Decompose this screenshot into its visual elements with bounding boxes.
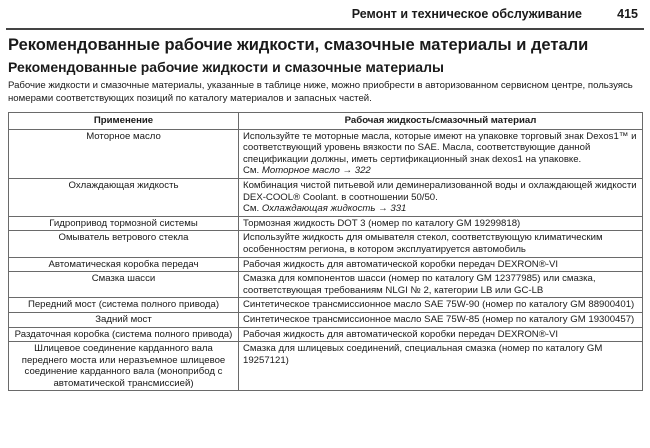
table-row	[9, 178, 643, 216]
reference-prefix: См.	[243, 165, 260, 177]
column-header-application: Применение	[9, 113, 239, 130]
material-cell: Рабочая жидкость для автоматической коробки передач DEXRON®-VI	[239, 257, 643, 272]
application-cell: Задний мост	[9, 312, 239, 327]
application-cell: Раздаточная коробка (система полного привода)	[9, 327, 239, 342]
table-row	[9, 327, 643, 342]
material-cell: Синтетическое трансмиссионное масло SAE 75W-85 (номер по каталогу GM 19300457)	[239, 312, 643, 327]
table-row	[9, 231, 643, 257]
reference-link: Моторное масло → 322	[261, 165, 371, 177]
material-cell: Смазка для компонентов шасси (номер по каталогу GM 12377985) или смазка, соответствующая требованиям NLGI № 2, категории LB или GC-LB	[239, 272, 643, 298]
table-row	[9, 129, 643, 178]
material-cell	[239, 129, 643, 178]
material-cell: Используйте жидкость для омывателя стекол, соответствующую климатическим особенностям региона, в котором эксплуатируется автомобиль	[239, 231, 643, 257]
section-title: Ремонт и техническое обслуживание	[351, 7, 582, 21]
table-header-row	[9, 113, 643, 130]
header-rule	[6, 28, 644, 30]
section-subtitle: Рекомендованные рабочие жидкости и смазочные материалы	[8, 59, 444, 75]
intro-paragraph: Рабочие жидкости и смазочные материалы, указанные в таблице ниже, можно приобрести в авторизованном сервисном центре, пользуясь номерами соответствующих позиций по каталогу материалов и запасных частей.	[8, 80, 633, 104]
application-cell: Автоматическая коробка передач	[9, 257, 239, 272]
table-row	[9, 342, 643, 391]
column-header-material: Рабочая жидкость/смазочный материал	[239, 113, 643, 130]
page-header	[0, 0, 650, 30]
application-cell: Охлаждающая жидкость	[9, 178, 239, 216]
material-cell: Смазка для шлицевых соединений, специальная смазка (номер по каталогу GM 19257121)	[239, 342, 643, 391]
table-row	[9, 312, 643, 327]
application-cell: Моторное масло	[9, 129, 239, 178]
material-cell: Синтетическое трансмиссионное масло SAE 75W-90 (номер по каталогу GM 88900401)	[239, 298, 643, 313]
table-row	[9, 272, 643, 298]
material-cell	[239, 178, 643, 216]
material-text: Используйте те моторные масла, которые имеют на упаковке торговый знак Dexos1™ и соответствующий уровень вязкости по SAE. Масла, соответствующие данной спецификации должны, иметь сертификационный знак dexos1 на упаковке.	[243, 130, 637, 165]
application-cell: Гидропривод тормозной системы	[9, 216, 239, 231]
page-number: 415	[617, 7, 638, 21]
application-cell: Передний мост (система полного привода)	[9, 298, 239, 313]
application-cell: Шлицевое соединение карданного вала переднего моста или неразъемное шлицевое соединение карданного вала (моноприбод с автоматической трансмиссией)	[9, 342, 239, 391]
fluids-table	[8, 112, 643, 391]
table-row	[9, 257, 643, 272]
material-cell: Рабочая жидкость для автоматической коробки передач DEXRON®-VI	[239, 327, 643, 342]
reference-prefix: См.	[243, 203, 260, 215]
material-text: Комбинация чистой питьевой или деминерализованной воды и охлаждающей жидкости DEX-COOL® Coolant. в соотношении 50/50.	[243, 179, 637, 203]
application-cell: Омыватель ветрового стекла	[9, 231, 239, 257]
application-cell: Смазка шасси	[9, 272, 239, 298]
page-title: Рекомендованные рабочие жидкости, смазочные материалы и детали	[8, 36, 589, 54]
reference-link: Охлаждающая жидкость → 331	[261, 203, 407, 215]
table-row	[9, 298, 643, 313]
table-row	[9, 216, 643, 231]
material-cell: Тормозная жидкость DOT 3 (номер по каталогу GM 19299818)	[239, 216, 643, 231]
